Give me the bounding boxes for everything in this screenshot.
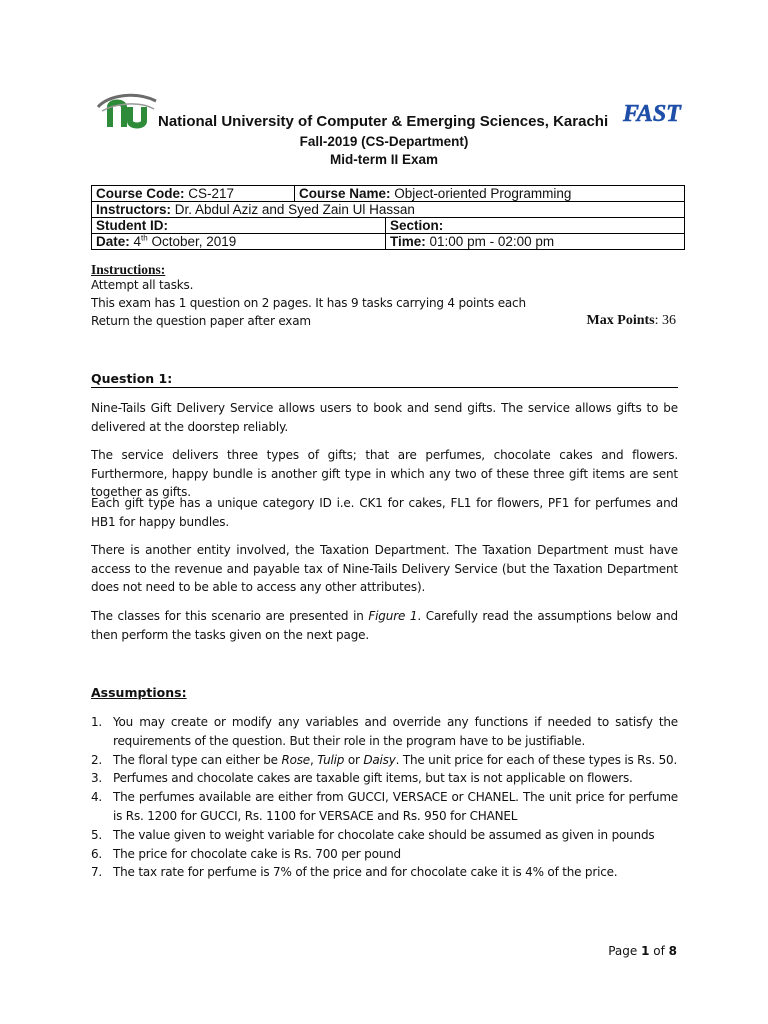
question-paragraph: Each gift type has a unique category ID i.e. CK1 for cakes, FL1 for flowers, PF1 for perfumes and HB1 for happy bundles. bbox=[91, 496, 678, 529]
course-code-label: Course Code: bbox=[96, 186, 185, 201]
date-cell bbox=[92, 234, 386, 250]
list-item bbox=[91, 751, 678, 770]
fast-logo-text: FAST bbox=[623, 101, 681, 127]
nu-logo-icon bbox=[96, 93, 158, 129]
instruction-line: This exam has 1 question on 2 pages. It has 9 tasks carrying 4 points each bbox=[91, 296, 526, 310]
instruction-line: Return the question paper after exam bbox=[91, 314, 311, 328]
table-row bbox=[92, 202, 685, 218]
question-paragraph: The service delivers three types of gifts; that are perfumes, chocolate cakes and flowers. Furthermore, happy bundle is another gift type in which any two of these three gift items are sent together as gifts. bbox=[91, 448, 678, 499]
list-text: , bbox=[309, 752, 318, 767]
list-item bbox=[91, 769, 678, 788]
page-number bbox=[608, 944, 677, 958]
time-label: Time: bbox=[390, 234, 426, 249]
course-code-cell bbox=[92, 186, 295, 202]
list-number: 7. bbox=[91, 865, 103, 880]
table-row bbox=[92, 234, 685, 250]
question-heading: Question 1: bbox=[91, 371, 678, 388]
list-number: 4. bbox=[91, 790, 103, 805]
list-number: 5. bbox=[91, 827, 103, 842]
list-text: The price for chocolate cake is Rs. 700 per pound bbox=[113, 846, 401, 861]
table-row bbox=[92, 218, 685, 234]
date-day: 4 bbox=[133, 234, 142, 249]
course-code-value: CS-217 bbox=[188, 186, 235, 201]
list-text: . The unit price for each of these types is Rs. 50. bbox=[395, 752, 678, 767]
university-name: National University of Computer & Emerging Sciences, Karachi bbox=[158, 113, 609, 130]
instructors-cell bbox=[92, 202, 685, 218]
instructors-value: Dr. Abdul Aziz and Syed Zain Ul Hassan bbox=[174, 202, 415, 217]
list-number: 1. bbox=[91, 715, 103, 729]
assumptions-heading: Assumptions: bbox=[91, 685, 187, 700]
section-cell bbox=[386, 218, 685, 234]
list-item bbox=[91, 845, 678, 864]
max-points bbox=[587, 313, 676, 329]
list-number: 3. bbox=[91, 771, 103, 786]
course-name-cell bbox=[295, 186, 685, 202]
instruction-line: Attempt all tasks. bbox=[91, 278, 194, 292]
question-paragraph: There is another entity involved, the Taxation Department. The Taxation Department must have access to the revenue and payable tax of Nine-Tails Delivery Service (but the Taxation Department does not need to be able to access any other attributes). bbox=[91, 543, 678, 594]
exam-title: Mid-term II Exam bbox=[329, 152, 439, 167]
course-name-label: Course Name: bbox=[299, 186, 391, 201]
fast-logo-icon bbox=[622, 98, 681, 127]
page-total: 8 bbox=[668, 944, 677, 958]
student-id-cell bbox=[92, 218, 386, 234]
list-text: The value given to weight variable for chocolate cake should be assumed as given in pounds bbox=[113, 827, 655, 842]
list-text: or bbox=[344, 752, 364, 767]
list-item bbox=[91, 826, 678, 845]
question-paragraph: Nine-Tails Gift Delivery Service allows users to book and send gifts. The service allows gifts to be delivered at the doorstep reliably. bbox=[91, 401, 678, 434]
list-item bbox=[91, 863, 678, 882]
student-id-label: Student ID: bbox=[96, 218, 168, 233]
date-suffix: th bbox=[141, 233, 148, 243]
course-name-value: Object-oriented Programming bbox=[394, 186, 572, 201]
list-text: The perfumes available are either from GUCCI, VERSACE or CHANEL. The unit price for perfume is Rs. 1200 for GUCCI, Rs. 1100 for VERSACE and Rs. 950 for CHANEL bbox=[113, 790, 678, 823]
course-info-table bbox=[91, 185, 685, 250]
date-label: Date: bbox=[96, 234, 130, 249]
time-value: 01:00 pm - 02:00 pm bbox=[429, 234, 555, 249]
of-label: of bbox=[649, 944, 669, 958]
list-text: Perfumes and chocolate cakes are taxable gift items, but tax is not applicable on flowers. bbox=[113, 771, 633, 786]
list-text: The tax rate for perfume is 7% of the price and for chocolate cake it is 4% of the price. bbox=[113, 865, 618, 880]
list-number: 2. bbox=[91, 752, 103, 767]
list-item bbox=[91, 713, 678, 751]
page-current: 1 bbox=[641, 944, 650, 958]
figure-reference: Figure 1 bbox=[368, 609, 418, 623]
time-cell bbox=[386, 234, 685, 250]
instructions-heading: Instructions: bbox=[91, 262, 166, 277]
section-label: Section: bbox=[390, 218, 444, 233]
table-row bbox=[92, 186, 685, 202]
list-number: 6. bbox=[91, 846, 103, 861]
date-rest: October, 2019 bbox=[151, 234, 237, 249]
term-title: Fall-2019 (CS-Department) bbox=[299, 134, 469, 149]
question-paragraph bbox=[91, 607, 678, 644]
tulip-text: Tulip bbox=[317, 752, 345, 767]
page-label: Page bbox=[608, 944, 642, 958]
list-text: You may create or modify any variables and override any functions if needed to satisfy the requirements of the question. But their role in the program have to be justifiable. bbox=[113, 715, 678, 748]
rose-text: Rose bbox=[281, 752, 310, 767]
max-points-value: : 36 bbox=[654, 313, 676, 328]
p5-text: . Carefully read the assumptions below and then perform the tasks given on the next page. bbox=[91, 609, 678, 642]
p5-text: The classes for this scenario are presented in bbox=[91, 609, 369, 623]
list-item bbox=[91, 788, 678, 826]
daisy-text: Daisy bbox=[363, 752, 396, 767]
instructors-label: Instructors: bbox=[96, 202, 172, 217]
list-text: The floral type can either be bbox=[113, 752, 282, 767]
max-points-label: Max Points bbox=[586, 313, 655, 328]
assumptions-list bbox=[91, 713, 678, 882]
